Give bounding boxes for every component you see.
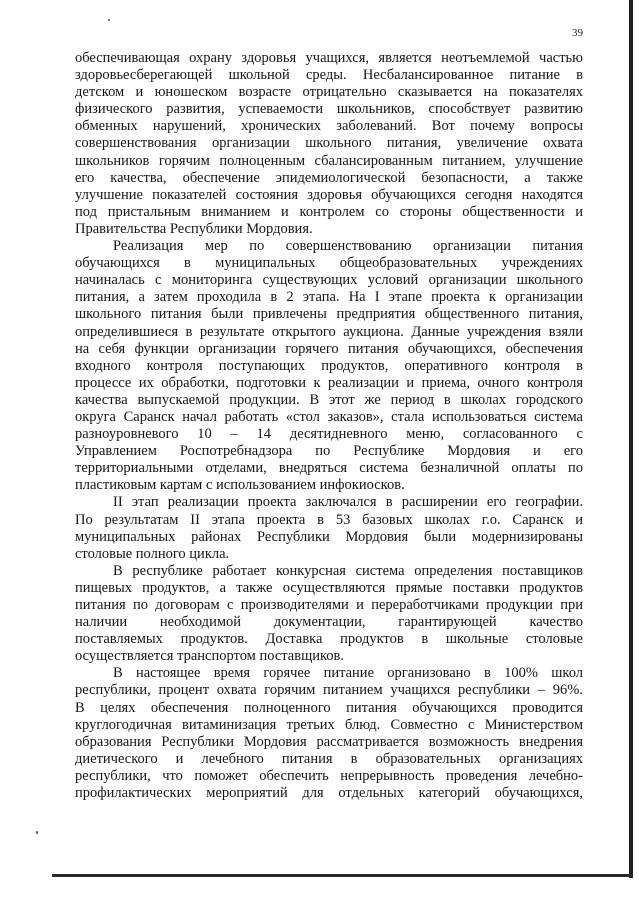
text-line: начиналась с мониторинга существующих условий организации школьного (75, 272, 583, 289)
text-line: муниципальных районах Республики Мордовия были модернизированы (75, 528, 583, 545)
text-line: диетического и лечебного питания в образовательных организациях (75, 750, 583, 767)
text-line: процессе их обработки, подготовки к реализации и приема, очного контроля (75, 374, 583, 391)
scan-edge-right (629, 0, 633, 878)
text-line: совершенствования организации школьного питания, увеличение охвата (75, 135, 583, 152)
text-line: улучшение показателей состояния здоровья обучающихся сегодня находятся (75, 186, 583, 203)
text-line: его качества, обеспечение эпидемиологической безопасности, а также (75, 169, 583, 186)
text-line: поставляемых продуктов. Доставка продуктов в школьные столовые (75, 631, 583, 648)
text-line: наличии необходимой документации, гарантирующей качество (75, 614, 583, 631)
paragraph (75, 238, 583, 494)
text-line: определившиеся в результате открытого аукциона. Данные учреждения взяли (75, 323, 583, 340)
body-text (75, 50, 583, 802)
text-line: разноуровневого 10 – 14 десятидневного меню, согласованного с (75, 426, 583, 443)
paragraph (75, 50, 583, 238)
scan-speck (108, 19, 110, 21)
text-line: территориальными отделами, внедряться система безналичной оплаты по (75, 460, 583, 477)
text-line: качества выпускаемой продукции. В этот же период в школах городского (75, 391, 583, 408)
text-line: здоровьесберегающей школьной среды. Несбалансированное питание в (75, 67, 583, 84)
text-line: пластиковым картам с использованием инфокиосков. (75, 477, 405, 494)
text-line: В целях обеспечения полноценного питания обучающихся проводится (75, 699, 583, 716)
text-line: детском и юношеском возрасте отрицательно сказывается на показателях (75, 84, 583, 101)
scan-speck (36, 831, 38, 834)
text-line: Реализация мер по совершенствованию организации питания (113, 238, 583, 255)
text-line: Управлением Роспотребнадзора по Республике Мордовия и его (75, 443, 583, 460)
scan-edge-bottom (52, 874, 633, 877)
text-line: школьного питания были привлечены предприятия общественного питания, (75, 306, 583, 323)
text-line: округа Саранск начал работать «стол заказов», стала использоваться система (75, 408, 583, 425)
text-line: под пристальным вниманием и контролем со стороны общественности и (75, 203, 583, 220)
text-line: В настоящее время горячее питание организовано в 100% школ (113, 665, 583, 682)
paragraph (75, 494, 583, 562)
paragraph (75, 563, 583, 666)
text-line: физического развития, успеваемости школьников, способствует развитию (75, 101, 583, 118)
text-line: По результатам II этапа проекта в 53 базовых школах г.о. Саранск и (75, 511, 583, 528)
text-line: образования Республики Мордовия рассматривается возможность внедрения (75, 733, 583, 750)
text-line: школьников горячим полноценным сбалансированным питанием, улучшение (75, 152, 583, 169)
text-line: республики, что поможет обеспечить непрерывность проведения лечебно- (75, 767, 583, 784)
page-number: 39 (572, 27, 583, 39)
text-line: столовые полного цикла. (75, 545, 230, 562)
text-line: пищевых продуктов, а также осуществляются прямые поставки продуктов (75, 579, 583, 596)
text-line: на себя функции организации горячего питания обучающихся, обеспечения (75, 340, 583, 357)
text-line: обучающихся в муниципальных общеобразовательных учреждениях (75, 255, 583, 272)
paragraph (75, 665, 583, 802)
text-line: Правительства Республики Мордовия. (75, 220, 313, 237)
text-line: профилактических мероприятий для отдельных категорий обучающихся, (75, 785, 583, 802)
text-line: обменных нарушений, хронических заболеваний. Вот почему вопросы (75, 118, 583, 135)
text-line: II этап реализации проекта заключался в расширении его географии. (113, 494, 583, 511)
text-line: осуществляется транспортом поставщиков. (75, 648, 345, 665)
text-line: питания, а затем проходила в 2 этапа. На I этапе проекта к организации (75, 289, 583, 306)
text-line: круглогодичная витаминизация третьих блюд. Совместно с Министерством (75, 716, 583, 733)
text-line: республики, процент охвата горячим питанием учащихся республики – 96%. (75, 682, 583, 699)
text-line: питания по договорам с производителями и переработчиками продукции при (75, 597, 583, 613)
text-line: входного контроля поступающих продуктов, оперативного контроля в (75, 357, 583, 374)
text-line: обеспечивающая охрану здоровья учащихся, является неотъемлемой частью (75, 50, 583, 66)
text-line: В республике работает конкурсная система определения поставщиков (113, 562, 583, 579)
